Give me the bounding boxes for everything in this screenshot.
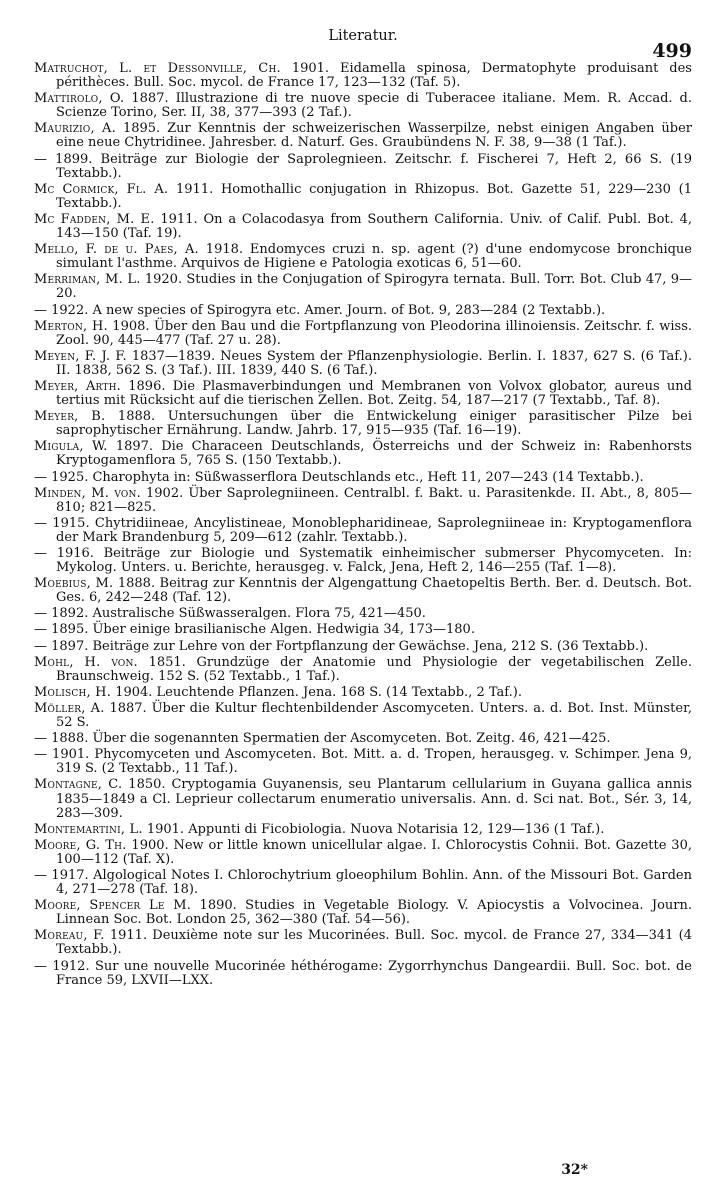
bibliography-entry bbox=[34, 607, 692, 621]
bibliography-entry bbox=[34, 213, 692, 241]
entry-text: 1887. Illustrazione di tre nuove specie di Tuberacee italiane. Mem. R. Accad. d. Scienze Torino, Ser. II, 38, 377—393 (2 Taf.). bbox=[56, 91, 692, 121]
entry-text: — 1897. Beiträge zur Lehre von der Fortpflanzung der Gewächse. Jena, 212 S. (36 Textabb.). bbox=[34, 638, 649, 654]
entry-text: 1887. Über die Kultur flechtenbildender Ascomyceten. Unters. a. d. Bot. Inst. Münster, 52 S. bbox=[56, 700, 692, 731]
bibliography-entry bbox=[34, 487, 692, 515]
bibliography-list bbox=[34, 62, 692, 988]
bibliography-entry bbox=[34, 273, 692, 301]
entry-author: Migula, W. bbox=[34, 439, 108, 455]
bibliography-entry bbox=[34, 122, 692, 150]
bibliography-entry bbox=[34, 640, 692, 654]
entry-author: Maurizio, A. bbox=[34, 121, 116, 137]
entry-author: Mohl, H. von. bbox=[34, 654, 138, 670]
bibliography-entry bbox=[34, 899, 692, 927]
entry-text: 1911. Deuxième note sur les Mucorinées. Bull. Soc. mycol. de France 27, 334—341 (4 Textabb.). bbox=[56, 928, 692, 958]
bibliography-entry bbox=[34, 748, 692, 776]
entry-author: Matruchot, L. et Dessonville, Ch. bbox=[34, 61, 281, 76]
entry-author: Montagne, C. bbox=[34, 777, 123, 793]
entry-text: — 1915. Chytridiineae, Ancylistineae, Monoblepharidineae, Saprolegniineae in: Kryptogamenflora der Mark Brandenburg 5, 209—612 (zahlr. Textabb.). bbox=[34, 515, 692, 545]
bibliography-entry bbox=[34, 960, 692, 988]
bibliography-entry bbox=[34, 577, 692, 605]
entry-author: Meyer, Arth. bbox=[34, 378, 121, 394]
entry-text: 1900. New or little known unicellular algae. I. Chlorocystis Cohnii. Bot. Gazette 30, 100—112 (Taf. X). bbox=[56, 837, 692, 867]
signature-mark: 32* bbox=[561, 1162, 588, 1178]
entry-text: 1850. Cryptogamia Guyanensis, seu Plantarum cellularium in Guyana gallica annis 1835—1849 a Cl. Leprieur collectarum enumeratio universalis. Ann. d. Sci nat. Bot., Sér. 3, 14, 283—309. bbox=[56, 777, 692, 821]
entry-text: 1908. Über den Bau und die Fortpflanzung von Pleodorina illinoiensis. Zeitschr. f. wiss. Zool. 90, 445—477 (Taf. 27 u. 28). bbox=[56, 318, 692, 348]
bibliography-entry bbox=[34, 929, 692, 957]
entry-text: — 1912. Sur une nouvelle Mucorinée héthérogame: Zygorrhynchus Dangeardii. Bull. Soc. bot. de France 59, LXVII—LXX. bbox=[34, 958, 692, 988]
bibliography-entry bbox=[34, 869, 692, 897]
entry-text: — 1895. Über einige brasilianische Algen. Hedwigia 34, 173—180. bbox=[34, 622, 475, 638]
entry-text: — 1922. A new species of Spirogyra etc. Amer. Journ. of Bot. 9, 283—284 (2 Textabb.). bbox=[34, 302, 606, 318]
entry-author: Merriman, M. L. bbox=[34, 272, 141, 288]
entry-author: Moebius, M. bbox=[34, 576, 114, 592]
entry-text: 1896. Die Plasmaverbindungen und Membranen von Volvox globator, aureus und tertius mit Rücksicht auf die tierischen Zellen. Bot. Zeitg. 54, 187—217 (7 Textabb., Taf. 8). bbox=[56, 378, 692, 409]
bibliography-entry bbox=[34, 702, 692, 730]
entry-text: 1904. Leuchtende Pflanzen. Jena. 168 S. (14 Textabb., 2 Taf.). bbox=[115, 684, 522, 700]
bibliography-entry bbox=[34, 440, 692, 468]
entry-text: — 1899. Beiträge zur Biologie der Saprolegnieen. Zeitschr. f. Fischerei 7, Heft 2, 66 S. (19 Textabb.). bbox=[34, 151, 692, 181]
entry-text: 1901. Appunti di Ficobiologia. Nuova Notarisia 12, 129—136 (1 Taf.). bbox=[146, 821, 605, 837]
bibliography-entry bbox=[34, 243, 692, 271]
entry-author: Mc Fadden, M. E. bbox=[34, 211, 155, 227]
running-head: Literatur. bbox=[328, 28, 398, 44]
entry-author: Mc Cormick, Fl. A. bbox=[34, 181, 169, 197]
entry-author: Moore, G. Th. bbox=[34, 837, 127, 853]
entry-author: Moreau, F. bbox=[34, 928, 105, 944]
entry-author: Minden, M. von. bbox=[34, 485, 141, 501]
bibliography-entry bbox=[34, 732, 692, 746]
entry-text: — 1916. Beiträge zur Biologie und Systematik einheimischer submerser Phycomyceten. In: Mykolog. Unters. u. Berichte, herausgeg. v. Falck, Jena, Heft 2, 146—255 (Taf. 1—8). bbox=[34, 546, 692, 576]
entry-text: — 1888. Über die sogenannten Spermatien der Ascomyceten. Bot. Zeitg. 46, 421—425. bbox=[34, 731, 611, 747]
entry-text: 1888. Untersuchungen über die Entwickelung einiger parasitischer Pilze bei saprophytischer Ernährung. Landw. Jahrb. 17, 915—935 (Taf. 16—19). bbox=[56, 409, 692, 439]
bibliography-entry bbox=[34, 656, 692, 684]
bibliography-entry bbox=[34, 517, 692, 545]
page-number: 499 bbox=[652, 40, 692, 62]
bibliography-entry bbox=[34, 304, 692, 318]
bibliography-entry bbox=[34, 350, 692, 378]
entry-author: Möller, A. bbox=[34, 700, 105, 716]
bibliography-entry bbox=[34, 92, 692, 120]
bibliography-entry bbox=[34, 547, 692, 575]
entry-author: Moore, Spencer Le M. bbox=[34, 898, 192, 914]
entry-text: — 1901. Phycomyceten und Ascomyceten. Bot. Mitt. a. d. Tropen, herausgeg. v. Schimper. Jena 9, 319 S. (2 Textabb., 11 Taf.). bbox=[34, 747, 692, 777]
entry-text: 1897. Die Characeen Deutschlands, Österreichs und der Schweiz in: Rabenhorsts Kryptogamenflora 5, 765 S. (150 Textabb.). bbox=[56, 439, 692, 469]
entry-text: 1902. Über Saprolegniineen. Centralbl. f. Bakt. u. Parasitenkde. II. Abt., 8, 805—810; 821—825. bbox=[56, 485, 692, 515]
entry-text: 1901. Eidamella spinosa, Dermatophyte produisant des périthèces. Bull. Soc. mycol. de France 17, 123—132 (Taf. 5). bbox=[56, 61, 692, 91]
bibliography-entry bbox=[34, 686, 692, 700]
entry-author: Merton, H. bbox=[34, 318, 108, 334]
entry-text: — 1892. Australische Süßwasseralgen. Flora 75, 421—450. bbox=[34, 606, 426, 622]
entry-author: Montemartini, L. bbox=[34, 821, 143, 837]
page-header bbox=[34, 24, 692, 62]
entry-author: Molisch, H. bbox=[34, 684, 112, 700]
entry-author: Mello, F. de u. Paes, A. bbox=[34, 242, 199, 258]
entry-text: 1911. Homothallic conjugation in Rhizopus. Bot. Gazette 51, 229—230 (1 Textabb.). bbox=[56, 181, 692, 211]
entry-author: Meyen, F. J. F. bbox=[34, 348, 127, 364]
entry-author: Mattirolo, O. bbox=[34, 91, 125, 107]
entry-text: 1920. Studies in the Conjugation of Spirogyra ternata. Bull. Torr. Bot. Club 47, 9—20. bbox=[56, 272, 692, 302]
bibliography-entry bbox=[34, 823, 692, 837]
bibliography-entry bbox=[34, 320, 692, 348]
entry-text: — 1925. Charophyta in: Süßwasserflora Deutschlands etc., Heft 11, 207—243 (14 Textabb.). bbox=[34, 469, 644, 485]
entry-text: 1837—1839. Neues System der Pflanzenphysiologie. Berlin. I. 1837, 627 S. (6 Taf.). II. 1838, 562 S. (3 Taf.). III. 1839, 440 S. (6 Taf.). bbox=[56, 348, 692, 378]
bibliography-entry bbox=[34, 380, 692, 408]
bibliography-entry bbox=[34, 623, 692, 637]
entry-text: 1851. Grundzüge der Anatomie und Physiologie der vegetabilischen Zelle. Braunschweig. 152 S. (52 Textabb., 1 Taf.). bbox=[56, 654, 692, 684]
entry-text: 1890. Studies in Vegetable Biology. V. Apiocystis a Volvocinea. Journ. Linnean Soc. Bot. London 25, 362—380 (Taf. 54—56). bbox=[56, 898, 693, 928]
entry-text: — 1917. Algological Notes I. Chlorochytrium gloeophilum Bohlin. Ann. of the Missouri Bot. Garden 4, 271—278 (Taf. 18). bbox=[34, 867, 692, 898]
entry-text: 1895. Zur Kenntnis der schweizerischen Wasserpilze, nebst einigen Angaben über eine neue Chytridinee. Jahresber. d. Naturf. Ges. Graubündens N. F. 38, 9—38 (1 Taf.). bbox=[56, 121, 693, 151]
entry-author: Meyer, B. bbox=[34, 409, 106, 425]
bibliography-entry bbox=[34, 839, 692, 867]
bibliography-entry bbox=[34, 410, 692, 438]
bibliography-entry bbox=[34, 62, 692, 90]
bibliography-entry bbox=[34, 153, 692, 181]
entry-text: 1918. Endomyces cruzi n. sp. agent (?) d'une endomycose bronchique simulant l'asthme. Arquivos de Higiene e Patologia exoticas 6, 51—60. bbox=[56, 242, 693, 272]
bibliography-entry bbox=[34, 471, 692, 485]
bibliography-entry bbox=[34, 183, 692, 211]
bibliography-entry bbox=[34, 778, 692, 820]
entry-text: 1911. On a Colacodasya from Southern California. Univ. of Calif. Publ. Bot. 4, 143—150 (Taf. 19). bbox=[56, 211, 693, 242]
entry-text: 1888. Beitrag zur Kenntnis der Algengattung Chaetopeltis Berth. Ber. d. Deutsch. Bot. Ges. 6, 242—248 (Taf. 12). bbox=[56, 576, 692, 606]
